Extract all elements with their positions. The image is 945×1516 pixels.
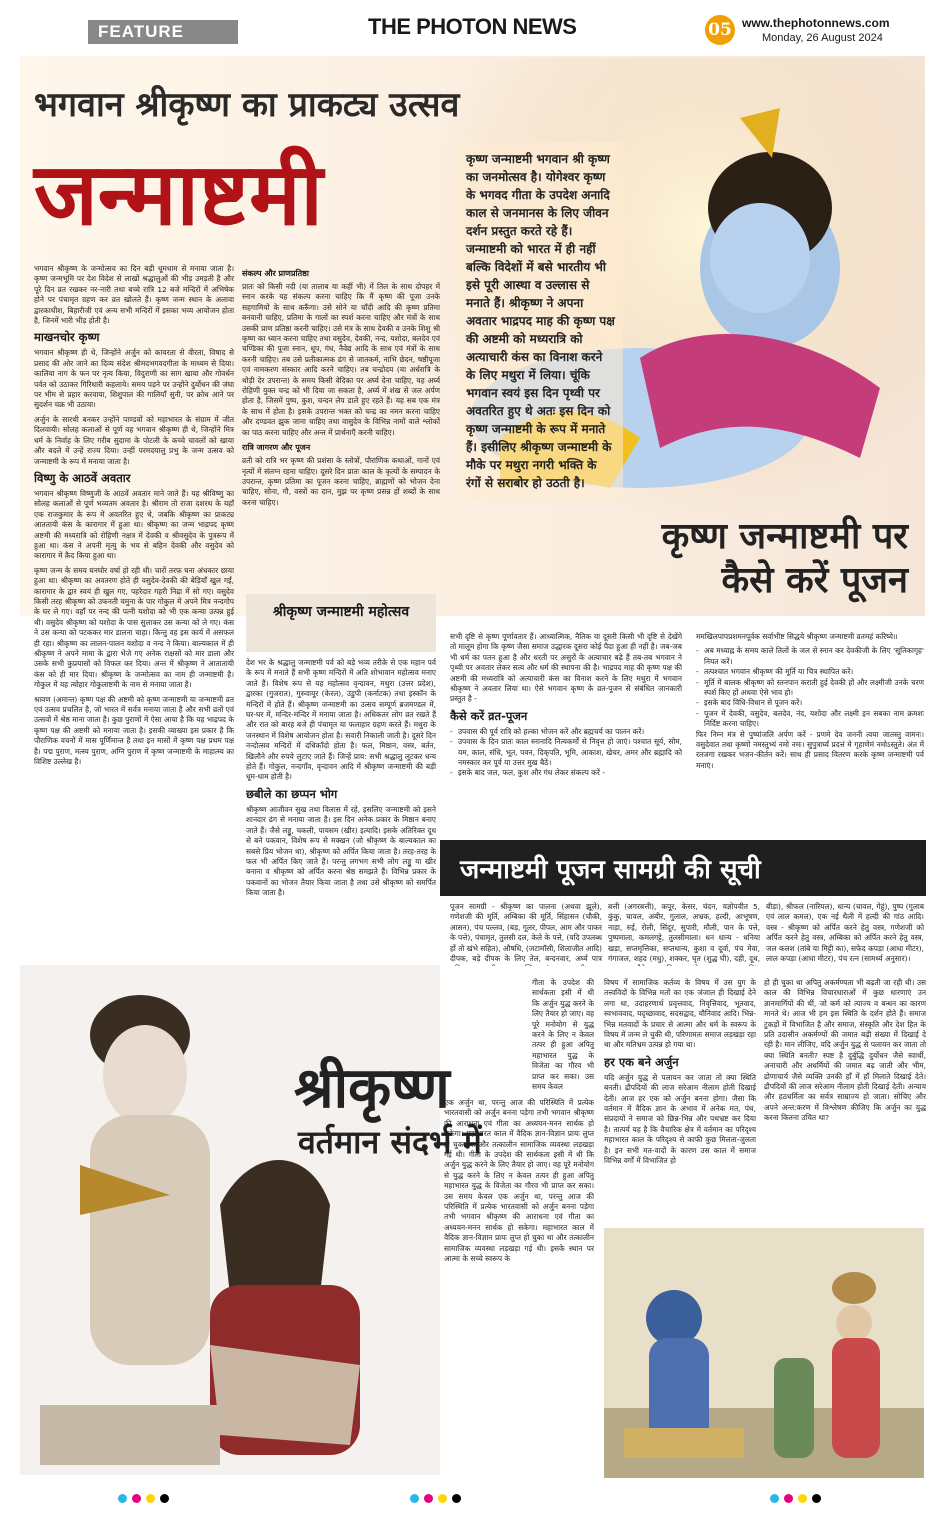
list-item: - उपवास की पूर्व रात्रि को हल्का भोजन करें और ब्रह्मचर्य का पालन करें।: [450, 727, 682, 737]
registration-mark: [812, 1494, 821, 1503]
subheading: विष्णु के आठवें अवतार: [34, 470, 131, 485]
registration-mark: [452, 1494, 461, 1503]
list-item: - तत्पश्चात भगवान श्रीकृष्ण की मूर्ति या चित्र स्थापित करें।: [696, 667, 924, 677]
article-column-5: [696, 632, 924, 838]
section-label: FEATURE: [88, 20, 238, 44]
hero-kicker: भगवान श्रीकृष्ण का प्राकट्य उत्सव: [34, 85, 460, 125]
samagri-column-3: बीड़ा), श्रीफल (नारियल), धान्य (चावल, गेहूं), पुष्प (गुलाब एवं लाल कमल), एक नई थैली में हल्दी की गांठ आदि। वस्त्र - श्रीकृष्ण को अर्पित करने हेतु वस्त्र, गणेशजी को अर्पित करने हेतु वस्त्र, अम्बिका को अर्पित करने हेतु वस्त्र, जल कलश (तांबे या मिट्टी का), सफेद कपड़ा (आधा मीटर), लाल कपड़ा (आधा मीटर), पंच रत्न (सामर्थ्य अनुसार)।: [766, 902, 924, 964]
list-item: - मूर्ति में बालक श्रीकृष्ण को स्तनपान कराती हुई देवकी हों और लक्ष्मीजी उनके चरण स्पर्श किए हों अथवा ऐसे भाव हो।: [696, 678, 924, 699]
paragraph: कृष्ण जन्म के समय घनघोर वर्षा हो रही थी। चारों तरफ़ घना अंधकार छाया हुआ था। श्रीकृष्ण का अवतरण होते ही वसुदेव-देवकी की बेड़ियाँ खुल गईं, कारागार के द्वार स्वयं ही खुल गए, पहरेदार गहरी निद्रा में सो गए। वसुदेव किसी तरह श्रीकृष्ण को उफनती यमुना के पार गोकुल में अपने मित्र नन्दगोप के घर ले गए। वहाँ पर नन्द की पत्नी यशोदा को भी एक कन्या उत्पन्न हुई थी। वसुदेव श्रीकृष्ण को यशोदा के पास सुलाकर उस कन्या को ले गए। कंस ने उस कन्या को पटककर मार डालना चाहा। किन्तु वह इस कार्य में असफल ही रहा। श्रीकृष्ण का लालन-पालन यशोदा व नन्द ने किया। बाल्यकाल में ही श्रीकृष्ण ने अपने मामा के द्वारा भेजे गए अनेक राक्षसों को मार डाला और उसके सभी कुप्रयासों को विफल कर दिया। अन्त में श्रीकृष्ण ने आतातायी कंस को ही मार दिया। श्रीकृष्ण के जन्मोत्सव का नाम ही जन्माष्टमी है। गोकुल में यह त्योहार गोकुलाष्टमी के नाम से मनाया जाता है।: [34, 565, 234, 690]
website-link[interactable]: www.thephotonnews.com: [742, 16, 890, 30]
subheading: छबीले का छप्पन भोग: [246, 786, 338, 801]
registration-mark: [438, 1494, 447, 1503]
paragraph: फिर निम्न मंत्र से पुष्पांजलि अर्पण करें - प्रणमे देव जननी त्वया जातस्तु वामनः। वसुदेवात तथा कृष्णो नमस्तुभ्यं नमो नमः। सुपुत्रार्घ्यं प्रदत्तं मे गृहाणेमं नमोऽस्तुते। अंत में रतजगा रखकर भजन-कीर्तन करें। साथ ही प्रसाद वितरण करके कृष्ण जन्माष्टमी पर्व मनाएं।: [696, 729, 924, 770]
samagri-column-1: पूजन सामग्री - श्रीकृष्ण का पालना (अथवा झूले), गणेशजी की मूर्ति, अम्बिका की मूर्ति, सिंहासन (चौकी, आसन), पंच पल्लव, (बड़, गूलर, पीपल, आम और पाकर के पत्ते), पंचामृत, तुलसी दल, केले के पत्ते, (यदि उपलब्ध हों तो खंभे सहित), औषधि, (जटामॉसी, शिलाजीत आदि) दीपक, बड़े दीपक के लिए तेल, बन्दनवार, अर्घ्य पात्र: [450, 902, 602, 964]
hero-title: जन्माष्टमी: [34, 144, 323, 245]
issue-date: Monday, 26 August 2024: [762, 32, 883, 44]
paragraph: विषय में सामाजिक कर्तव्य के विषय में उस युग के तत्त्वविदों के विभिन्न मतों का एक जंजाल ही दिखाई देने लगा था, उदाहरणार्थ प्रवृत्तवाद, निवृत्तिवाद, भूतवाद, स्वभाववाद, यदृच्छावाद, सदसद्वाद, यौनिवाद आदि। भिन्न-भिन्न मतवादों के प्रचार से आत्मा और धर्म के स्वरूप के विषय में जन्म ले चुकी थी, परिणामतः समाज लड़खड़ा रहा था और मतिभ्रम उत्पन्न हो गया था।: [604, 978, 756, 1050]
article-column-1: [34, 264, 234, 970]
article-text: गीता के उपदेश की सार्थकता इसी में थी कि अर्जुन युद्ध करने के लिए तैयार हो जाए। वह पूरे मनोयोग से युद्ध करने के लिए न केवल तत्पर ही हुआ अपितु महाभारत युद्ध के विजेता का गौरव भी प्राप्त कर सका। उस समय केवल: [532, 978, 594, 1092]
subheading: रात्रि जागरण और पूजन: [242, 443, 311, 453]
krishna-with-gopis-illustration: [604, 1228, 924, 1478]
paragraph: अर्जुन के सारथी बनकर उन्होंने पाण्डवों को महाभारत के संग्राम में जीत दिलवायी। सोलह कलाओं से पूर्ण वह भगवान श्रीकृष्ण ही थे, जिन्होंने मित्र धर्म के निर्वाह के लिए गरीब सुदामा के पोटली के कच्चे चावलों को खाया और बदले में उन्हें राज्य दिया। उन्हीं परमदयालु प्रभु के जन्म उत्सव को जन्माष्टमी के रूप में मनाया जाता है।: [34, 414, 234, 466]
paragraph: सभी दृष्टि से कृष्ण पूर्णावतार हैं। आध्यात्मिक, नैतिक या दूसरी किसी भी दृष्टि से देखेंगे तो मालूम होगा कि कृष्ण जैसा समाज उद्धारक दूसरा कोई पैदा हुआ ही नहीं है। जब-जब भी धर्म का पतन हुआ है और धरती पर असुरों के अत्याचार बढ़े हैं तब-तब भगवान ने पृथ्वी पर अवतार लेकर सत्य और धर्म की स्थापना की है। भाद्रपद माह की कृष्ण पक्ष की अष्टमी की मध्यरात्रि को अत्याचारी कंस का विनाश करने के लिए मथुरा में भगवान श्रीकृष्ण ने अवतार लिया था। ऐसे भगवान कृष्ण के व्रत-पूजन से संबंधित जानकारी प्रस्तुत है -: [450, 632, 682, 704]
radha-krishna-illustration: [20, 965, 440, 1475]
list-item: - उपवास के दिन प्रातः काल स्नानादि नित्यकर्मों से निवृत्त हो जाएं। पश्चात सूर्य, सोम, यम, काल, संधि, भूत, पवन, दिक्‌पति, भूमि, आकाश, खेचर, अमर और ब्रह्मादि को नमस्कार कर पूर्व या उत्तर मुख बैठें।: [450, 737, 682, 768]
article-column-4: [450, 632, 682, 838]
registration-mark: [132, 1494, 141, 1503]
paragraph: भगवान श्रीकृष्ण विष्णुजी के आठवें अवतार माने जाते हैं। यह श्रीविष्णु का सोलह कलाओं से पूर्ण भव्यतम अवतार है। श्रीराम तो राजा दशरथ के यहाँ एक राजकुमार के रूप में अवतरित हुए थे, जबकि श्रीकृष्ण का प्राकट्य आततायी कंस के कारागार में हुआ था। श्रीकृष्ण का जन्म भाद्रपद कृष्ण अष्टमी की मध्यरात्रि को रोहिणी नक्षत्र में देवकी व श्रीवसुदेव के पुत्ररूप में हुआ था। कंस ने अपनी मृत्यु के भय से बहिन देवकी और वसुदेव को कारागार में क़ैद किया हुआ था।: [34, 488, 234, 561]
intro-text: कृष्ण जन्माष्टमी भगवान श्री कृष्ण का जनमोत्सव है। योगेश्वर कृष्ण के भगवद गीता के उपदेश अनादि काल से जनमानस के लिए जीवन दर्शन प्रस्तुत करते रहे हैं। जन्माष्टमी को भारत में ही नहीं बल्कि विदेशों में बसे भारतीय भी इसे पूरी आस्था व उल्लास से मनाते हैं। श्रीकृष्ण ने अपना अवतार भाद्रपद माह की कृष्ण पक्ष की अष्टमी को मध्यरात्रि को अत्याचारी कंस का विनाश करने के लिए मथुरा में लिया। चूंकि भगवान स्वयं इस दिन पृथ्वी पर अवतरित हुए थे अतः इस दिन को कृष्ण जन्माष्टमी के रूप में मनाते हैं। इसीलिए श्रीकृष्ण जन्माष्टमी के मौके पर मथुरा नगरी भक्ति के रंगों से सराबोर हो उठती है।: [458, 142, 623, 500]
samagri-heading: जन्माष्टमी पूजन सामग्री की सूची: [440, 840, 926, 896]
article-column-2: [242, 264, 440, 590]
paragraph: श्रावण (अमान्त) कृष्ण पक्ष की अष्टमी को कृष्ण जन्माष्टमी या जन्माष्टमी व्रत एवं उत्सव प्रचलित है, जो भारत में सर्वत्र मनाया जाता है और सभी व्रतों एवं उत्सवों में श्रेष्ठ माना जाता है। कुछ पुराणों में ऐसा आया है कि यह भाद्रपद के कृष्ण पक्ष की अष्टमी को मनाया जाता है। इसकी व्याख्या इस प्रकार है कि पौराणिक वचनों में मास पूर्णिमान्त है तथा इन मासों में कृष्ण पक्ष प्रथम पक्ष है। पद्म पुराण, मत्स्य पुराण, अग्नि पुराण में कृष्ण जन्माष्टमी के माहात्म्य का विशिष्ट उल्लेख है।: [34, 694, 234, 767]
mahotsav-heading: श्रीकृष्ण जन्माष्टमी महोत्सव: [246, 594, 436, 652]
paragraph: भगवान श्रीकृष्ण के जन्मोत्सव का दिन बड़ी धूमधाम से मनाया जाता है। कृष्ण जन्मभूमि पर देश विदेश से लाखों श्रद्धालुओं की भीड़ उमड़ती है और पूरे दिन व्रत रखकर नर-नारी तथा बच्चे रात्रि 12 बजे मन्दिरों में अभिषेक होने पर पंचामृत ग्रहण कर व्रत खोलते हैं। कृष्ण जन्म स्थान के अलावा द्वारकाधीश, बिहारीजी एवं अन्य सभी मन्दिरों में इसका भव्य आयोजन होता है, जिनमें भारी भीड़ होती है।: [34, 264, 234, 326]
registration-mark: [784, 1494, 793, 1503]
list-item: - इसके बाद जल, फल, कुश और गंध लेकर संकल्प करें -: [450, 768, 682, 778]
registration-mark: [770, 1494, 779, 1503]
registration-mark: [160, 1494, 169, 1503]
list-item: - इसके बाद विधि-विधान से पूजन करें।: [696, 698, 924, 708]
bullet-list: [450, 727, 682, 779]
article-text-column-2: [604, 978, 756, 1218]
paragraph: व्रती को रात्रि भर कृष्ण की प्रशंसा के स्तोत्रों, पौराणिक कथाओं, गानों एवं नृत्यों में संलग्न रहना चाहिए। दूसरे दिन प्रातः काल के कृत्यों के सम्पादन के उपरान्त, कृष्ण प्रतिमा का पूजन करना चाहिए, ब्राह्मणों को भोजन देना चाहिए, सोना, गौ, वस्त्रों का दान, मुझ पर कृष्ण प्रसन्न हों शब्दों के साथ करना चाहिए।: [242, 456, 440, 507]
paragraph: भगवान श्रीकृष्ण ही थे, जिन्होंने अर्जुन को कायरता से वीरता, विषाद से प्रसाद की ओर जाने का दिव्य संदेश श्रीमदभगवदगीता के माध्यम से दिया। कालिया नाग के फन पर नृत्य किया, विदुराणी का साग खाया और गोवर्धन पर्वत को उठाकर गिरिधारी कहलाये। समय पड़ने पर उन्होंने दुर्योधन की जंघा पर भीम से प्रहार करवाया, शिशुपाल की गालियाँ सुनी, पर क्रोध आने पर सुदर्शन चक्र भी उठाया।: [34, 348, 234, 410]
list-item: - अब मध्याह्न के समय काले तिलों के जल से स्नान कर देवकीजी के लिए 'सूतिकागृह' नियत करें।: [696, 646, 924, 667]
paragraph: यदि अर्जुन युद्ध से पलायन कर जाता तो क्या स्थिति बनती। द्रौपदियों की लाज सरेआम नीलाम होती दिखाई देती। आज हर एक को अर्जुन बनना होगा। जैसा कि वर्तमान में वैदिक ज्ञान के अभाव में अनेक मत, पंथ, संप्रदायों ने समाज को छिन्न-भिन्न और पथभ्रष्ट कर दिया है। तात्पर्य यह है कि वैचारिक क्षेत्र में वर्तमान का परिदृश्य महाभारत काल के परिदृश्य से काफी कुछ मिलता-जुलता है। इन सभी मत-वादों के कारण उस काल में समाज विभिन्न वर्गों में विभाजित हो: [604, 1072, 756, 1166]
paragraph: प्रातः को किसी नदी (या तालाब या कहीं भी) में तिल के साथ दोपहर में स्नान करके यह संकल्प करना चाहिए कि मैं कृष्ण की पूजा उनके सहगामियों के साथ करूँगा। उसे सोने या चाँदी आदि की कृष्ण प्रतिमा बनवानी चाहिए, प्रतिमा के गालों का स्पर्श करना चाहिए और मंत्रों के साथ उसकी प्राण प्रतिष्ठा करनी चाहिए। उसे मंत्र के साथ देवकी व उनके शिशु श्री कृष्ण का ध्यान करना चाहिए तथा वसुदेव, देवकी, नन्द, यशोदा, बलदेव एवं चण्डिका की पूजा स्नान, धूप, गंध, नैवेद्य आदि के साथ एवं मंत्रों के साथ करनी चाहिए। तब उसे प्रतीकात्मक ढंग से जातकर्म, नाभि छेदन, षष्ठीपूजा एवं नामकरण संस्कार आदि करने चाहिए। तब चन्द्रोदय (या अर्धरात्रि के थोड़ी देर उपरान्त) के समय किसी वेदिका पर अर्घ्य देना चाहिए, यह अर्घ्य रोहिणी युक्त चन्द्र को भी दिया जा सकता है, अर्घ्य में शंख से जल अर्पण होता है, जिसमें पुष्प, कुश, चन्दन लेप डाले हुए रहते हैं। यह सब एक मंत्र के साथ में होता है। इसके उपरान्त भक्त को चन्द्र का नमन करना चाहिए और दण्डवत झुक जाना चाहिए तथा वासुदेव के विभिन्न नामों वाले श्लोकों का पाठ करना चाहिए और अन्त में प्रार्थनाएँ करनी चाहिए।: [242, 282, 440, 437]
list-item: - पूजन में देवकी, वसुदेव, बलदेव, नंद, यशोदा और लक्ष्मी इन सबका नाम क्रमशः निर्दिष्ट करना चाहिए।: [696, 709, 924, 730]
article-text-column-3: हो ही चुका था अपितु अकर्मण्यता भी बढ़ती जा रही थी। उस काल की विभिन्न विचारधाराओं में कुछ धारणाएं उन ज्ञानमार्गियों की थीं, जो कर्म को त्याज्य व बन्धन का कारण मानते थे। आज भी हम इस स्थिति के दर्शन होते हैं। समाज टुकड़ों में विभाजित है और समाज, संस्कृति और देश हित के प्रति उदासीन अकर्मण्यों की जमात बढ़ी संख्या में दिखाई दे रही है। मान लीजिए, यदि अर्जुन युद्ध से पलायन कर जाता तो क्या स्थिति बनती? स्पष्ट है दुर्बुद्धि दुर्योधन जैसे स्वार्थी, अनाचारी और अधर्मियों की जमात बढ़ जाती और भीम, द्रोणाचार्य जैसे व्यक्ति उनकी हाँ में हाँ मिलाते दिखाई देते। द्रौपदियों की लाज सरेआम नीलाम होती दिखाई देती। अन्याय और हठधर्मिता का सर्वत्र साम्राज्य हो जाता। सोचिए और अपने अन्त:करण में विश्लेषण कीजिए कि अर्जुन का युद्ध करना कितना उचित था?: [764, 978, 926, 1123]
article-text: एक अर्जुन था, परन्तु आज की परिस्थिति में प्रत्येक भारतवासी को अर्जुन बनना पड़ेगा तभी भगवान श्रीकृष्ण की आराधना एवं गीता का अध्ययन-मनन सार्थक हो सकेगा। महाभारत काल में वैदिक ज्ञान-विज्ञान प्रायः लुप्त हो चुका था और तत्कालीन सामाजिक व्यवस्था लड़खड़ा गई थी। गीता के उपदेश की सार्थकता इसी में थी कि अर्जुन युद्ध करने के लिए तैयार हो जाए। वह पूरे मनोयोग से युद्ध करने के लिए न केवल तत्पर ही हुआ अपितु महाभारत युद्ध के विजेता का गौरव भी प्राप्त कर सका। उस समय केवल एक अर्जुन था, परन्तु आज की परिस्थिति में प्रत्येक भारतवासी को अर्जुन बनना पड़ेगा तभी भगवान श्रीकृष्ण की आराधना एवं गीता का अध्ययन-मनन सार्थक हो सकेगा। महाभारत काल में वैदिक ज्ञान-विज्ञान प्रायः लुप्त हो चुका था और तत्कालीन सामाजिक व्यवस्था लड़खड़ा गई थी। इसके स्थान पर आत्मा के सच्चे स्वरूप के: [444, 1098, 594, 1264]
samagri-column-2: बत्ती (अगरबत्ती), कपूर, केसर, चंदन, यज्ञोपवीत 5, कुंकु, चावल, अबीर, गुलाल, अभ्रक, हल्दी, आभूषण, नाड़ा, रुई, रोली, सिंदूर, सुपारी, मौली, पान के पत्ते, पुष्पमाला, कमलगट्टे, तुलसीमाला। धन धान्य - धनिया खड़ा, सप्तमृत्तिका, सप्तधान्य, कुशा व दूर्वा, पंच मेवा, गंगाजल, शहद (मधु), शक्कर, घृत (शुद्ध घी), दही, दूध,: [608, 902, 760, 964]
shrikrishna-subtitle: वर्तमान संदर्भ में: [298, 1123, 482, 1161]
shrikrishna-title: श्रीकृष्ण: [294, 1055, 450, 1121]
subheading: माखनचोर कृष्ण: [34, 330, 100, 345]
registration-mark: [424, 1494, 433, 1503]
subheading: संकल्प और प्राणप्रतिष्ठा: [242, 269, 309, 278]
page-number: 05: [705, 15, 735, 45]
mahotsav-text: [246, 658, 436, 964]
registration-mark: [146, 1494, 155, 1503]
registration-mark: [410, 1494, 419, 1503]
bullet-list: [696, 646, 924, 729]
paragraph: देश भर के श्रद्धालु जन्माष्टमी पर्व को बड़े भव्य तरीक़े से एक महान पर्व के रूप में मनाते हैं सभी कृष्ण मन्दिरों में अति शोभावान महोत्सव मनाए जाते हैं। विशेष रूप से यह महोत्सव वृन्दावन, मथुरा (उत्तर प्रदेश), द्वारका (गुजरात), गुरुवायूर (केरल), उडुपी (कर्नाटक) तथा इस्कॉन के मन्दिरों में होते हैं। श्रीकृष्ण जन्माष्टमी का उत्सव सम्पूर्ण ब्रजमण्डल में, घर-घर में, मन्दिर-मन्दिर में मनाया जाता है। अधिकतर लोग व्रत रखते हैं और रात को बारह बजे ही पंचामृत या फलाहार ग्रहण करते हैं। मथुरा के जनस्थान में विशेष आयोजन होता है। सवारी निकाली जाती है। दूसरे दिन नन्दोत्सव मन्दिरों में दधिकाँदो होता है। फल, मिष्ठान, वस्त्र, बर्तन, खिलौने और रुपये लुटाए जाते हैं। जिन्हें प्राय: सभी श्रद्धालु लूटकर धन्य होते हैं। गोकुल, नन्दगाँव, वृन्दावन आदि में श्रीकृष्ण जन्माष्टमी की बड़ी धूम-धाम होती है।: [246, 658, 436, 782]
registration-mark: [118, 1494, 127, 1503]
subheading: हर एक बने अर्जुन: [604, 1054, 679, 1069]
registration-mark: [798, 1494, 807, 1503]
pujan-heading: कृष्ण जन्माष्टमी पर कैसे करें पूजन: [661, 516, 908, 601]
subheading: कैसे करें व्रत-पूजन: [450, 708, 528, 723]
paragraph: श्रीकृष्ण आजीवन सुख तथा विलास में रहे, इसलिए जन्माष्टमी को इसने शानदार ढंग से मनाया जाता है। इस दिन अनेक प्रकार के मिष्ठान बनाए जाते हैं। जैसे लड्डू, चकली, पायसम (खीर) इत्यादि। इसके अतिरिक्त दूध से बने पकवान, विशेष रूप से मक्खन (जो श्रीकृष्ण के बाल्यकाल का सबसे प्रिय भोजन था), श्रीकृष्ण को अर्पित किया जाता है। तरह-तरह के फल भी अर्पित किए जाते हैं। परन्तु लगभग सभी लोग लड्डू या खीर बनाना व श्रीकृष्ण को अर्पित करना श्रेष्ठ समझते हैं। विभिन्न प्रकार के पकवानों का भोजन तैयार किया जाता है तथा उसे श्रीकृष्ण को समर्पित किया जाता है।: [246, 804, 436, 898]
newspaper-logo: THE PHOTON NEWS: [368, 14, 577, 39]
paragraph: ममखिलपापप्रशमनपूर्वक सर्वाभीष्ट सिद्धये श्रीकृष्ण जन्माष्टमी व्रतमहं करिष्ये॥: [696, 632, 898, 641]
